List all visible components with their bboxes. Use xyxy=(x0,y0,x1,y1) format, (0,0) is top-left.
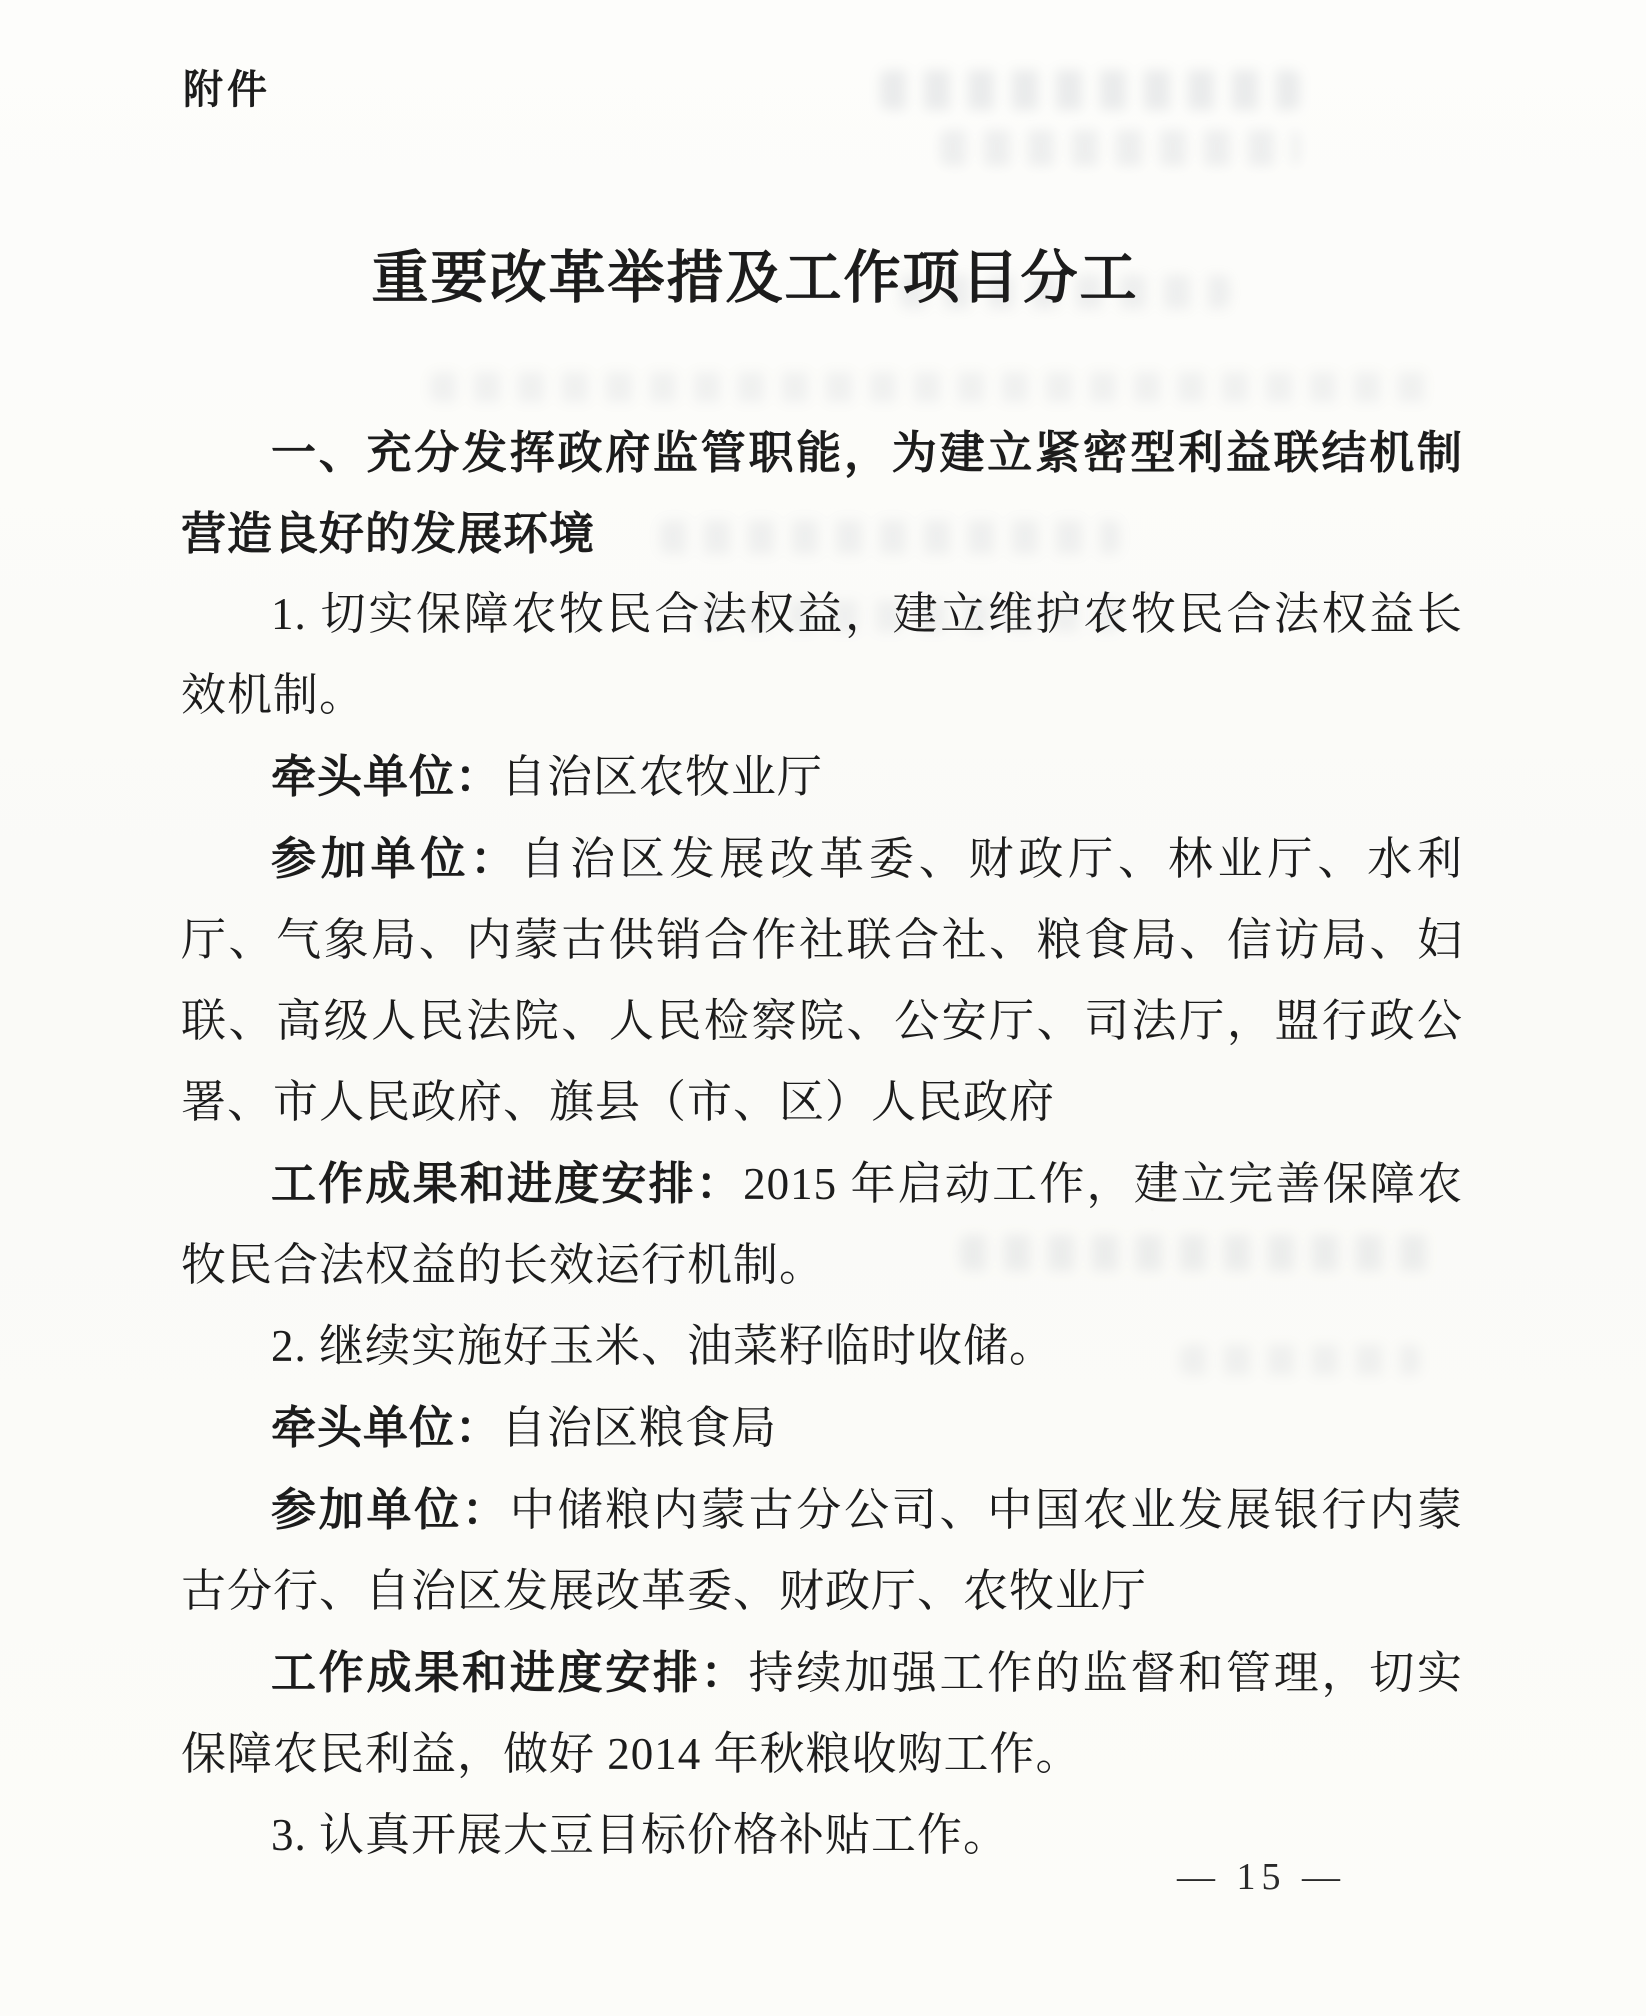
task-item-2: 2. 继续实施好玉米、油菜籽临时收储。 xyxy=(271,1321,1056,1371)
page-number: — 15 — xyxy=(1177,1856,1346,1898)
progress-value-2: 持续加强工作的监督和管理，切实保障农民利益，做好 2014 年秋粮收购工作。 xyxy=(181,1648,1463,1779)
scan-artifact xyxy=(430,372,1430,402)
attachment-label: 附件 xyxy=(183,67,271,112)
task-item-3: 3. 认真开展大豆目标价格补贴工作。 xyxy=(271,1810,1010,1860)
participants-paragraph-1 xyxy=(181,818,1463,1143)
section-heading: 一、充分发挥政府监管职能，为建立紧密型利益联结机制营造良好的发展环境 xyxy=(181,427,1463,559)
progress-paragraph-2 xyxy=(181,1632,1463,1795)
progress-label-1: 工作成果和进度安排： xyxy=(271,1158,744,1209)
scan-artifact xyxy=(880,70,1300,110)
participants-value-1: 自治区发展改革委、财政厅、林业厅、水利厅、气象局、内蒙古供销合作社联合社、粮食局、信访局、妇联、高级人民法院、人民检察院、公安厅、司法厅，盟行政公署、市人民政府、旗县（市、区）人民政府 xyxy=(181,834,1463,1127)
document-title: 重要改革举措及工作项目分工 xyxy=(371,246,1139,310)
participants-label-1: 参加单位： xyxy=(271,833,521,884)
scan-artifact xyxy=(940,130,1300,166)
participants-value-2: 中储粮内蒙古分公司、中国农业发展银行内蒙古分行、自治区发展改革委、财政厅、农牧业厅 xyxy=(181,1485,1463,1616)
progress-paragraph-1 xyxy=(181,1143,1463,1306)
lead-unit-label-2: 牵头单位： xyxy=(271,1402,502,1453)
progress-value-1: 2015 年启动工作，建立完善保障农牧民合法权益的长效运行机制。 xyxy=(181,1159,1463,1290)
task-item-1: 1. 切实保障农牧民合法权益，建立维护农牧民合法权益长效机制。 xyxy=(181,589,1463,720)
document-body xyxy=(181,412,1463,1876)
lead-unit-value-2: 自治区粮食局 xyxy=(501,1403,778,1453)
participants-paragraph-2 xyxy=(181,1469,1463,1632)
progress-label-2: 工作成果和进度安排： xyxy=(271,1647,749,1698)
lead-unit-label-1: 牵头单位： xyxy=(271,751,502,802)
participants-label-2: 参加单位： xyxy=(271,1484,510,1535)
lead-unit-paragraph-1 xyxy=(181,736,1463,818)
lead-unit-paragraph-2 xyxy=(181,1387,1463,1469)
lead-unit-value-1: 自治区农牧业厅 xyxy=(501,752,824,802)
